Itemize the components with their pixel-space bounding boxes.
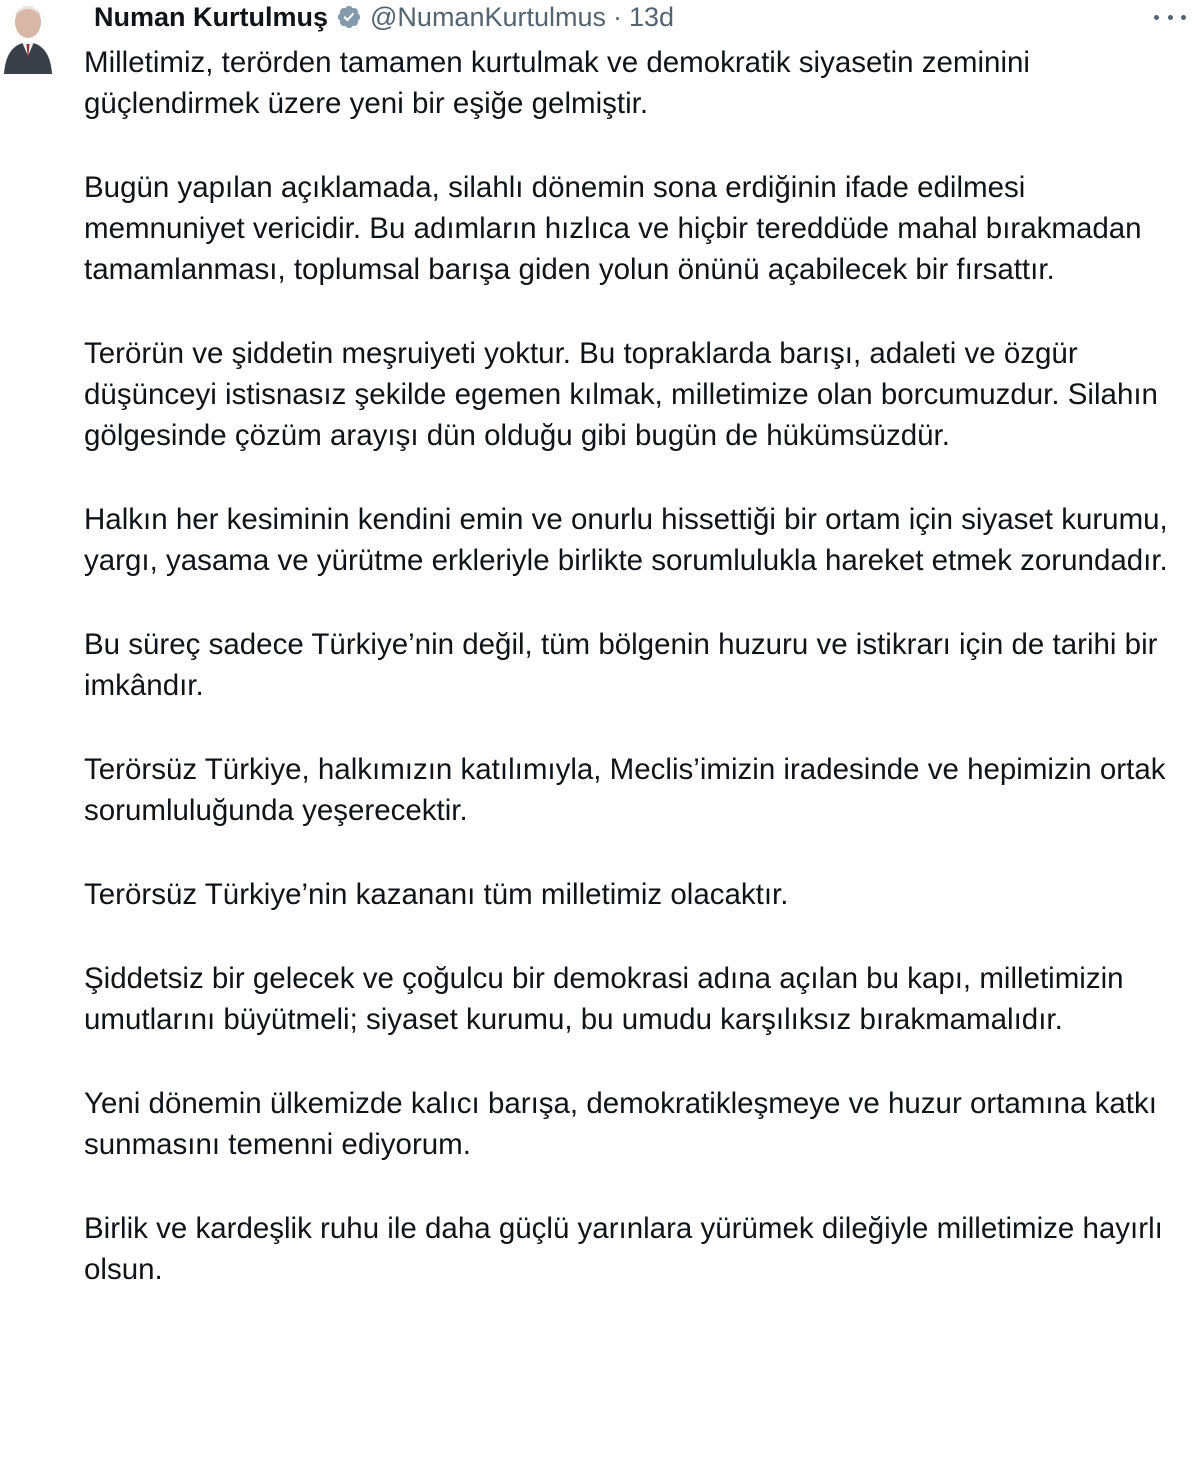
tweet-paragraph: Yeni dönemin ülkemizde kalıcı barışa, demokratikleşmeye ve huzur ortamına katkı sunmasını temenni ediyorum. [84, 1087, 1157, 1161]
tweet-paragraph: Halkın her kesiminin kendini emin ve onurlu hissettiği bir ortam için siyaset kurumu, yargı, yasama ve yürütme erkleriyle birlikte sorumlulukla hareket etmek zorundadır. [84, 503, 1168, 577]
more-icon[interactable] [1154, 4, 1186, 30]
tweet-paragraph: Terörsüz Türkiye, halkımızın katılımıyla, Meclis’imizin iradesinde ve hepimizin ortak sorumluluğunda yeşerecektir. [84, 753, 1166, 827]
tweet-paragraph: Birlik ve kardeşlik ruhu ile daha güçlü yarınlara yürümek dileğiyle milletimize hayırlı olsun. [84, 1212, 1163, 1286]
tweet-paragraph: Şiddetsiz bir gelecek ve çoğulcu bir demokrasi adına açılan bu kapı, milletimizin umutlarını büyütmeli; siyaset kurumu, bu umudu karşılıksız bırakmamalıdır. [84, 962, 1124, 1036]
tweet-text [84, 42, 1194, 1333]
timestamp[interactable]: 13d [629, 1, 675, 32]
more-dot [1168, 15, 1173, 20]
verified-badge-icon [336, 4, 362, 30]
avatar[interactable] [0, 0, 56, 74]
separator-dot: · [613, 1, 623, 32]
author-name[interactable]: Numan Kurtulmuş [94, 1, 329, 32]
more-dot [1154, 15, 1159, 20]
author-handle[interactable]: @NumanKurtulmus [370, 1, 607, 32]
avatar-image [0, 0, 56, 74]
tweet-paragraph: Milletimiz, terörden tamamen kurtulmak ve demokratik siyasetin zeminini güçlendirmek üzere yeni bir eşiğe gelmiştir. [84, 46, 1030, 120]
tweet-paragraph: Bugün yapılan açıklamada, silahlı dönemin sona erdiğinin ifade edilmesi memnuniyet vericidir. Bu adımların hızlıca ve hiçbir tereddüde mahal bırakmadan tamamlanması, toplumsal barışa giden yolun önünü açabilecek bir fırsattır. [84, 171, 1142, 286]
tweet-paragraph: Terörün ve şiddetin meşruiyeti yoktur. Bu topraklarda barışı, adaleti ve özgür düşünceyi istisnasız şekilde egemen kılmak, milletimize olan borcumuzdur. Silahın gölgesinde çözüm arayışı dün olduğu gibi bugün de hükümsüzdür. [84, 337, 1158, 452]
more-dot [1181, 15, 1186, 20]
tweet-paragraph: Bu süreç sadece Türkiye’nin değil, tüm bölgenin huzuru ve istikrarı için de tarihi bir imkândır. [84, 628, 1158, 702]
tweet-paragraph: Terörsüz Türkiye’nin kazananı tüm milletimiz olacaktır. [84, 878, 789, 911]
tweet-header [94, 0, 674, 34]
